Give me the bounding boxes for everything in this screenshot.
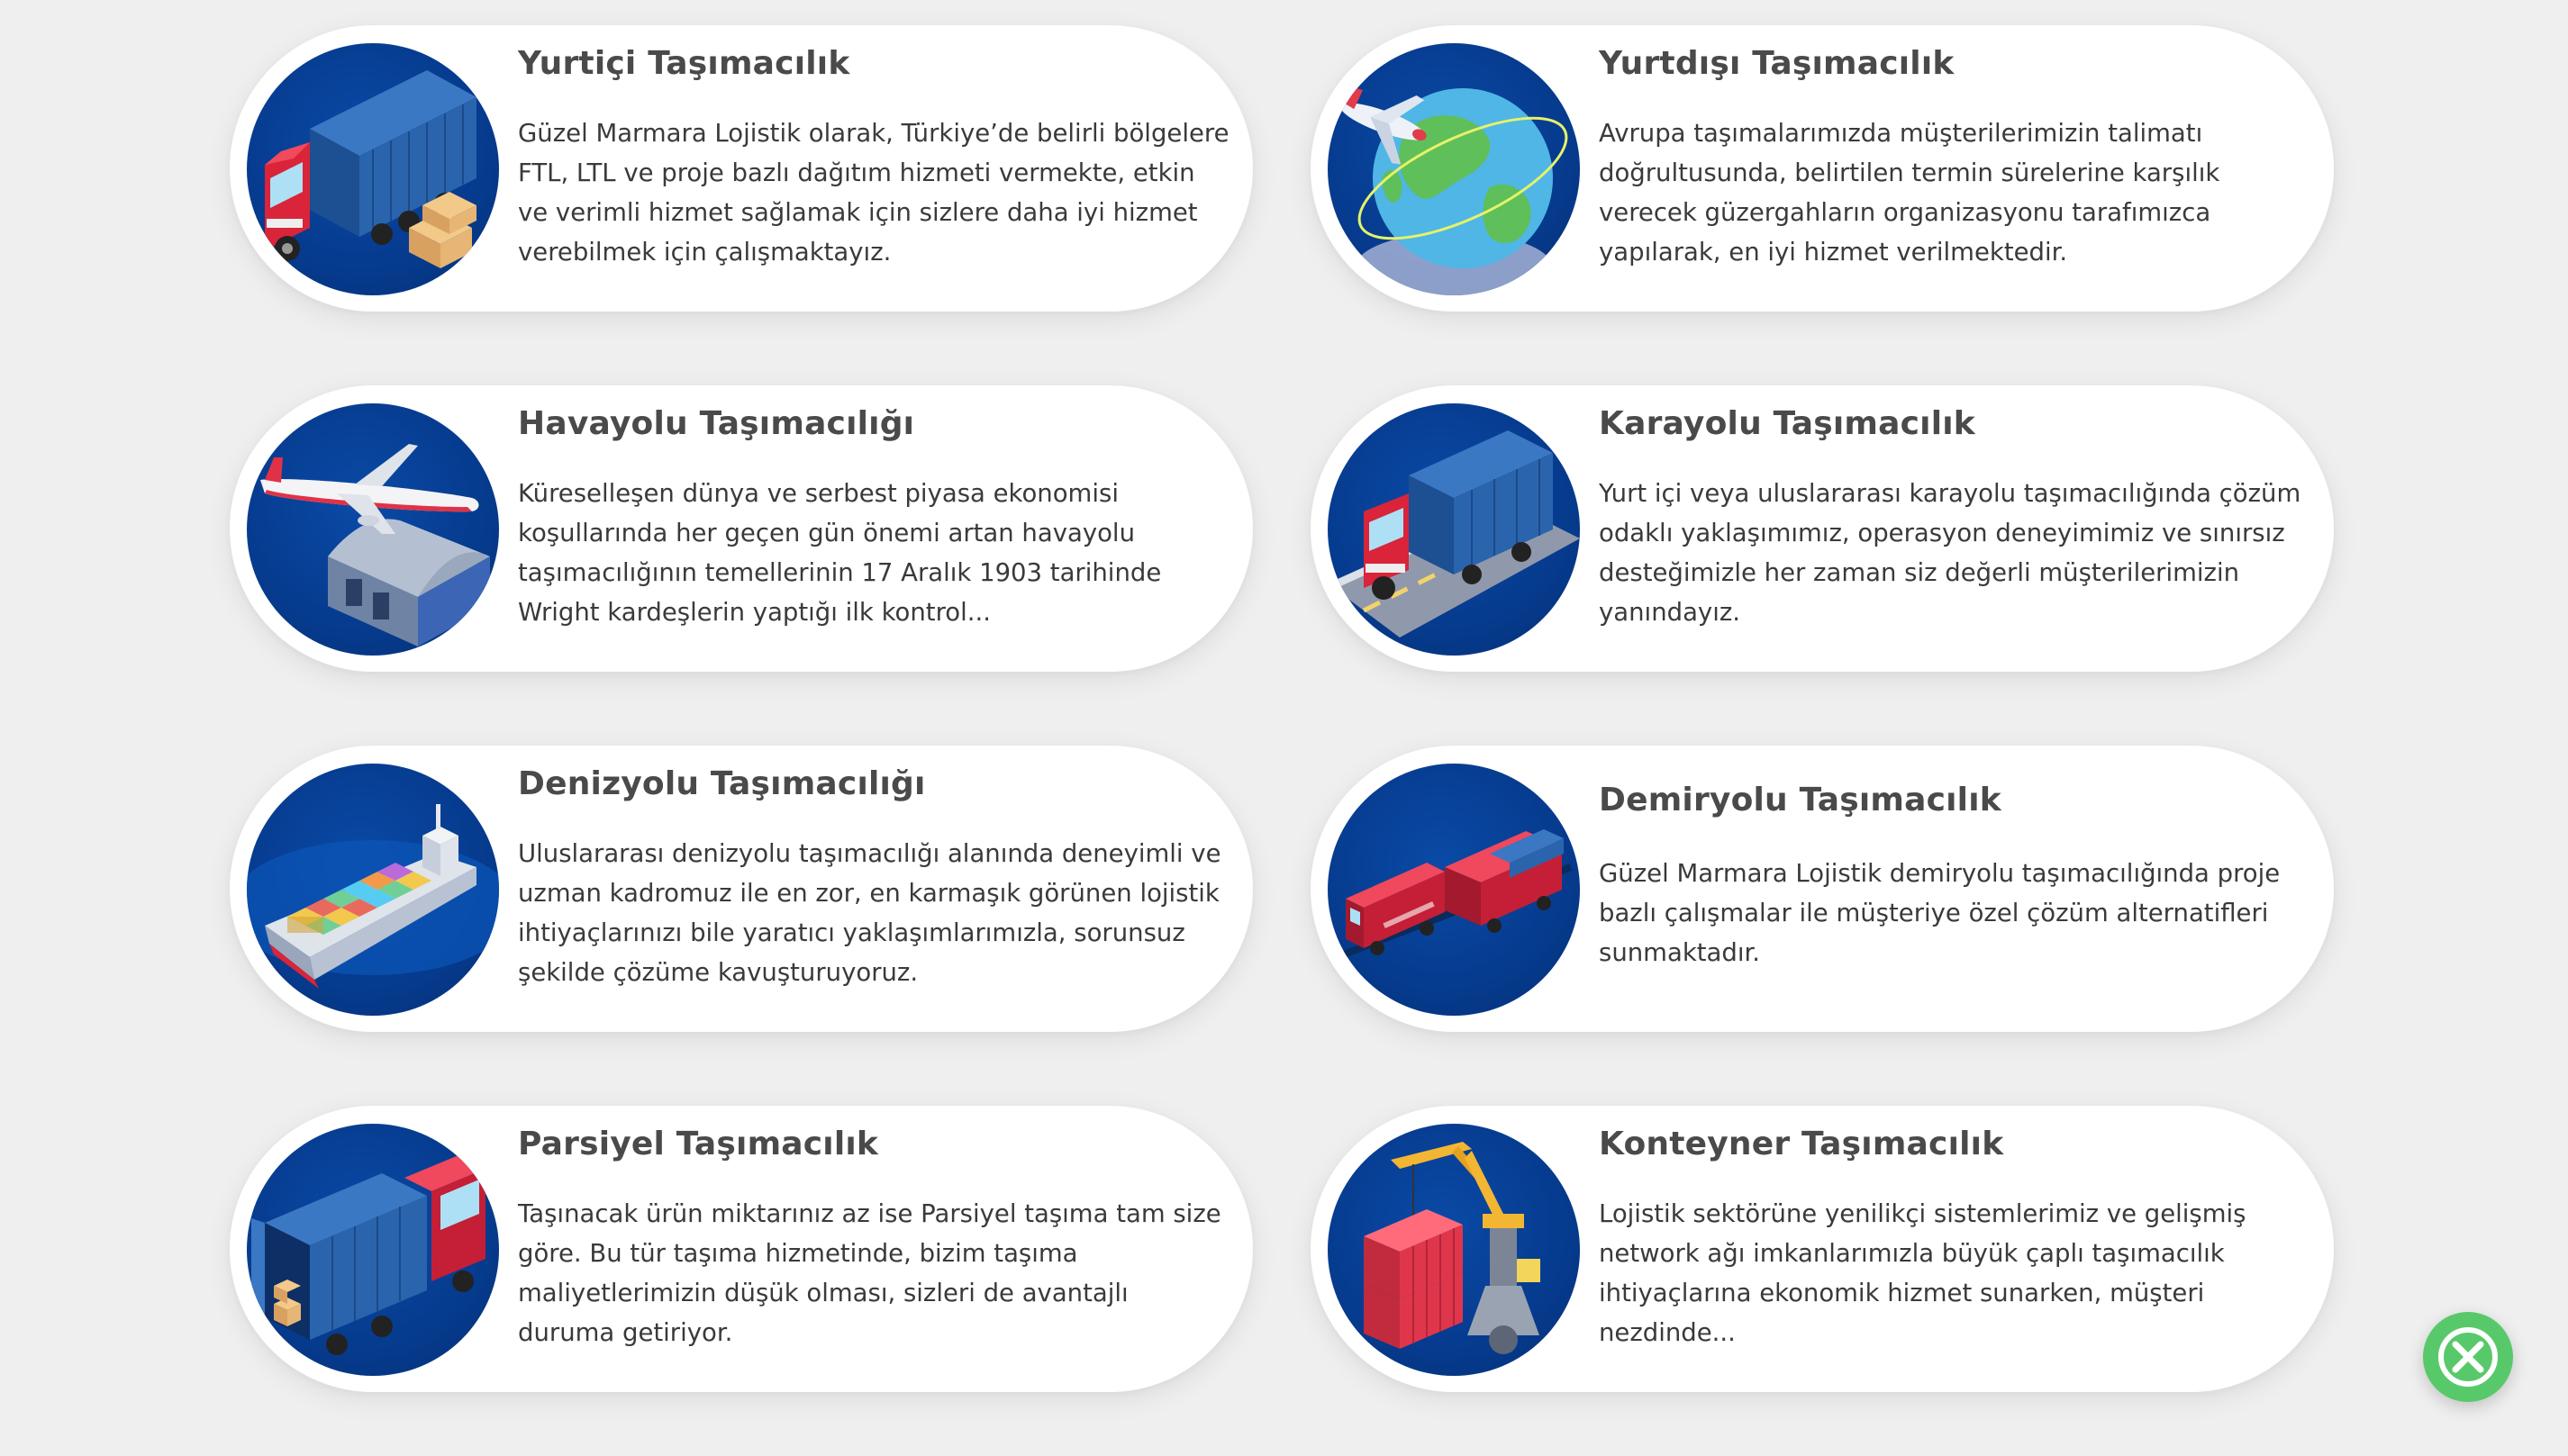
service-title: Yurtiçi Taşımacılık — [518, 45, 850, 82]
container-ship-icon — [247, 764, 499, 1016]
service-card-yurtdisi[interactable] — [1311, 25, 2334, 312]
service-title: Konteyner Taşımacılık — [1599, 1126, 2004, 1162]
service-card-konteyner[interactable] — [1311, 1106, 2334, 1392]
airplane-hangar-icon — [247, 403, 499, 656]
service-description: Güzel Marmara Lojistik demiryolu taşımacılığında proje bazlı çalışmalar ile müşteriye özel çözüm alternatifleri sunmaktadır. — [1599, 859, 2281, 967]
service-description: Küreselleşen dünya ve serbest piyasa ekonomisi koşullarında her geçen gün önemi artan havayolu taşımacılığının temellerinin 17 Aralık 1903 tarihinde Wright kardeşlerin yaptığı ilk kontrol... — [518, 479, 1162, 627]
service-card-yurtici[interactable] — [230, 25, 1253, 312]
service-description: Avrupa taşımalarımızda müşterilerimizin talimatı doğrultusunda, belirtilen termin sürelerine karşılık verecek güzergahların organizasyonu tarafımızca yapılarak, en iyi hizmet verilmektedir. — [1599, 119, 2220, 267]
freight-train-icon — [1328, 764, 1580, 1016]
service-title: Denizyolu Taşımacılığı — [518, 765, 926, 802]
service-title: Havayolu Taşımacılığı — [518, 405, 915, 442]
service-card-denizyolu[interactable] — [230, 746, 1253, 1032]
globe-airplane-icon — [1328, 43, 1580, 295]
truck-with-pallets-icon — [247, 43, 499, 295]
service-title: Yurtdışı Taşımacılık — [1599, 45, 1955, 82]
service-card-karayolu[interactable] — [1311, 385, 2334, 672]
service-title: Demiryolu Taşımacılık — [1599, 782, 2001, 818]
service-card-havayolu[interactable] — [230, 385, 1253, 672]
service-description: Yurt içi veya uluslararası karayolu taşımacılığında çözüm odaklı yaklaşımımız, operasyon deneyimimiz ve sınırsız desteğimizle her zaman siz değerli müşterilerimizin yanındayız. — [1599, 479, 2301, 627]
service-card-parsiyel[interactable] — [230, 1106, 1253, 1392]
service-title: Parsiyel Taşımacılık — [518, 1126, 879, 1162]
service-description: Lojistik sektörüne yenilikçi sistemlerimiz ve gelişmiş network ağı imkanlarımızla büyük çaplı taşımacılık ihtiyaçlarına ekonomik hizmet sunarken, müşteri nezdinde... — [1599, 1199, 2246, 1347]
service-title: Karayolu Taşımacılık — [1599, 405, 1975, 442]
service-card-demiryolu[interactable] — [1311, 746, 2334, 1032]
open-truck-boxes-icon — [247, 1124, 499, 1376]
truck-on-road-icon — [1328, 403, 1580, 656]
crane-container-icon — [1328, 1124, 1580, 1376]
service-description: Taşınacak ürün miktarınız az ise Parsiyel taşıma tam size göre. Bu tür taşıma hizmetinde, bizim taşıma maliyetlerimizin düşük olması, sizleri de avantajlı duruma getiriyor. — [518, 1199, 1221, 1347]
close-floating-button[interactable] — [2423, 1312, 2513, 1402]
service-description: Güzel Marmara Lojistik olarak, Türkiye’de belirli bölgelere FTL, LTL ve proje bazlı dağıtım hizmeti vermekte, etkin ve verimli hizmet sağlamak için sizlere daha iyi hizmet verebilmek için çalışmaktayız. — [518, 119, 1230, 267]
service-description: Uluslararası denizyolu taşımacılığı alanında deneyimli ve uzman kadromuz ile en zor, en karmaşık görünen lojistik ihtiyaçlarınızı bile yaratıcı yaklaşımlarımızla, sorunsuz şekilde çözüme kavuşturuyoruz. — [518, 839, 1221, 987]
close-circle-icon — [2423, 1312, 2513, 1402]
